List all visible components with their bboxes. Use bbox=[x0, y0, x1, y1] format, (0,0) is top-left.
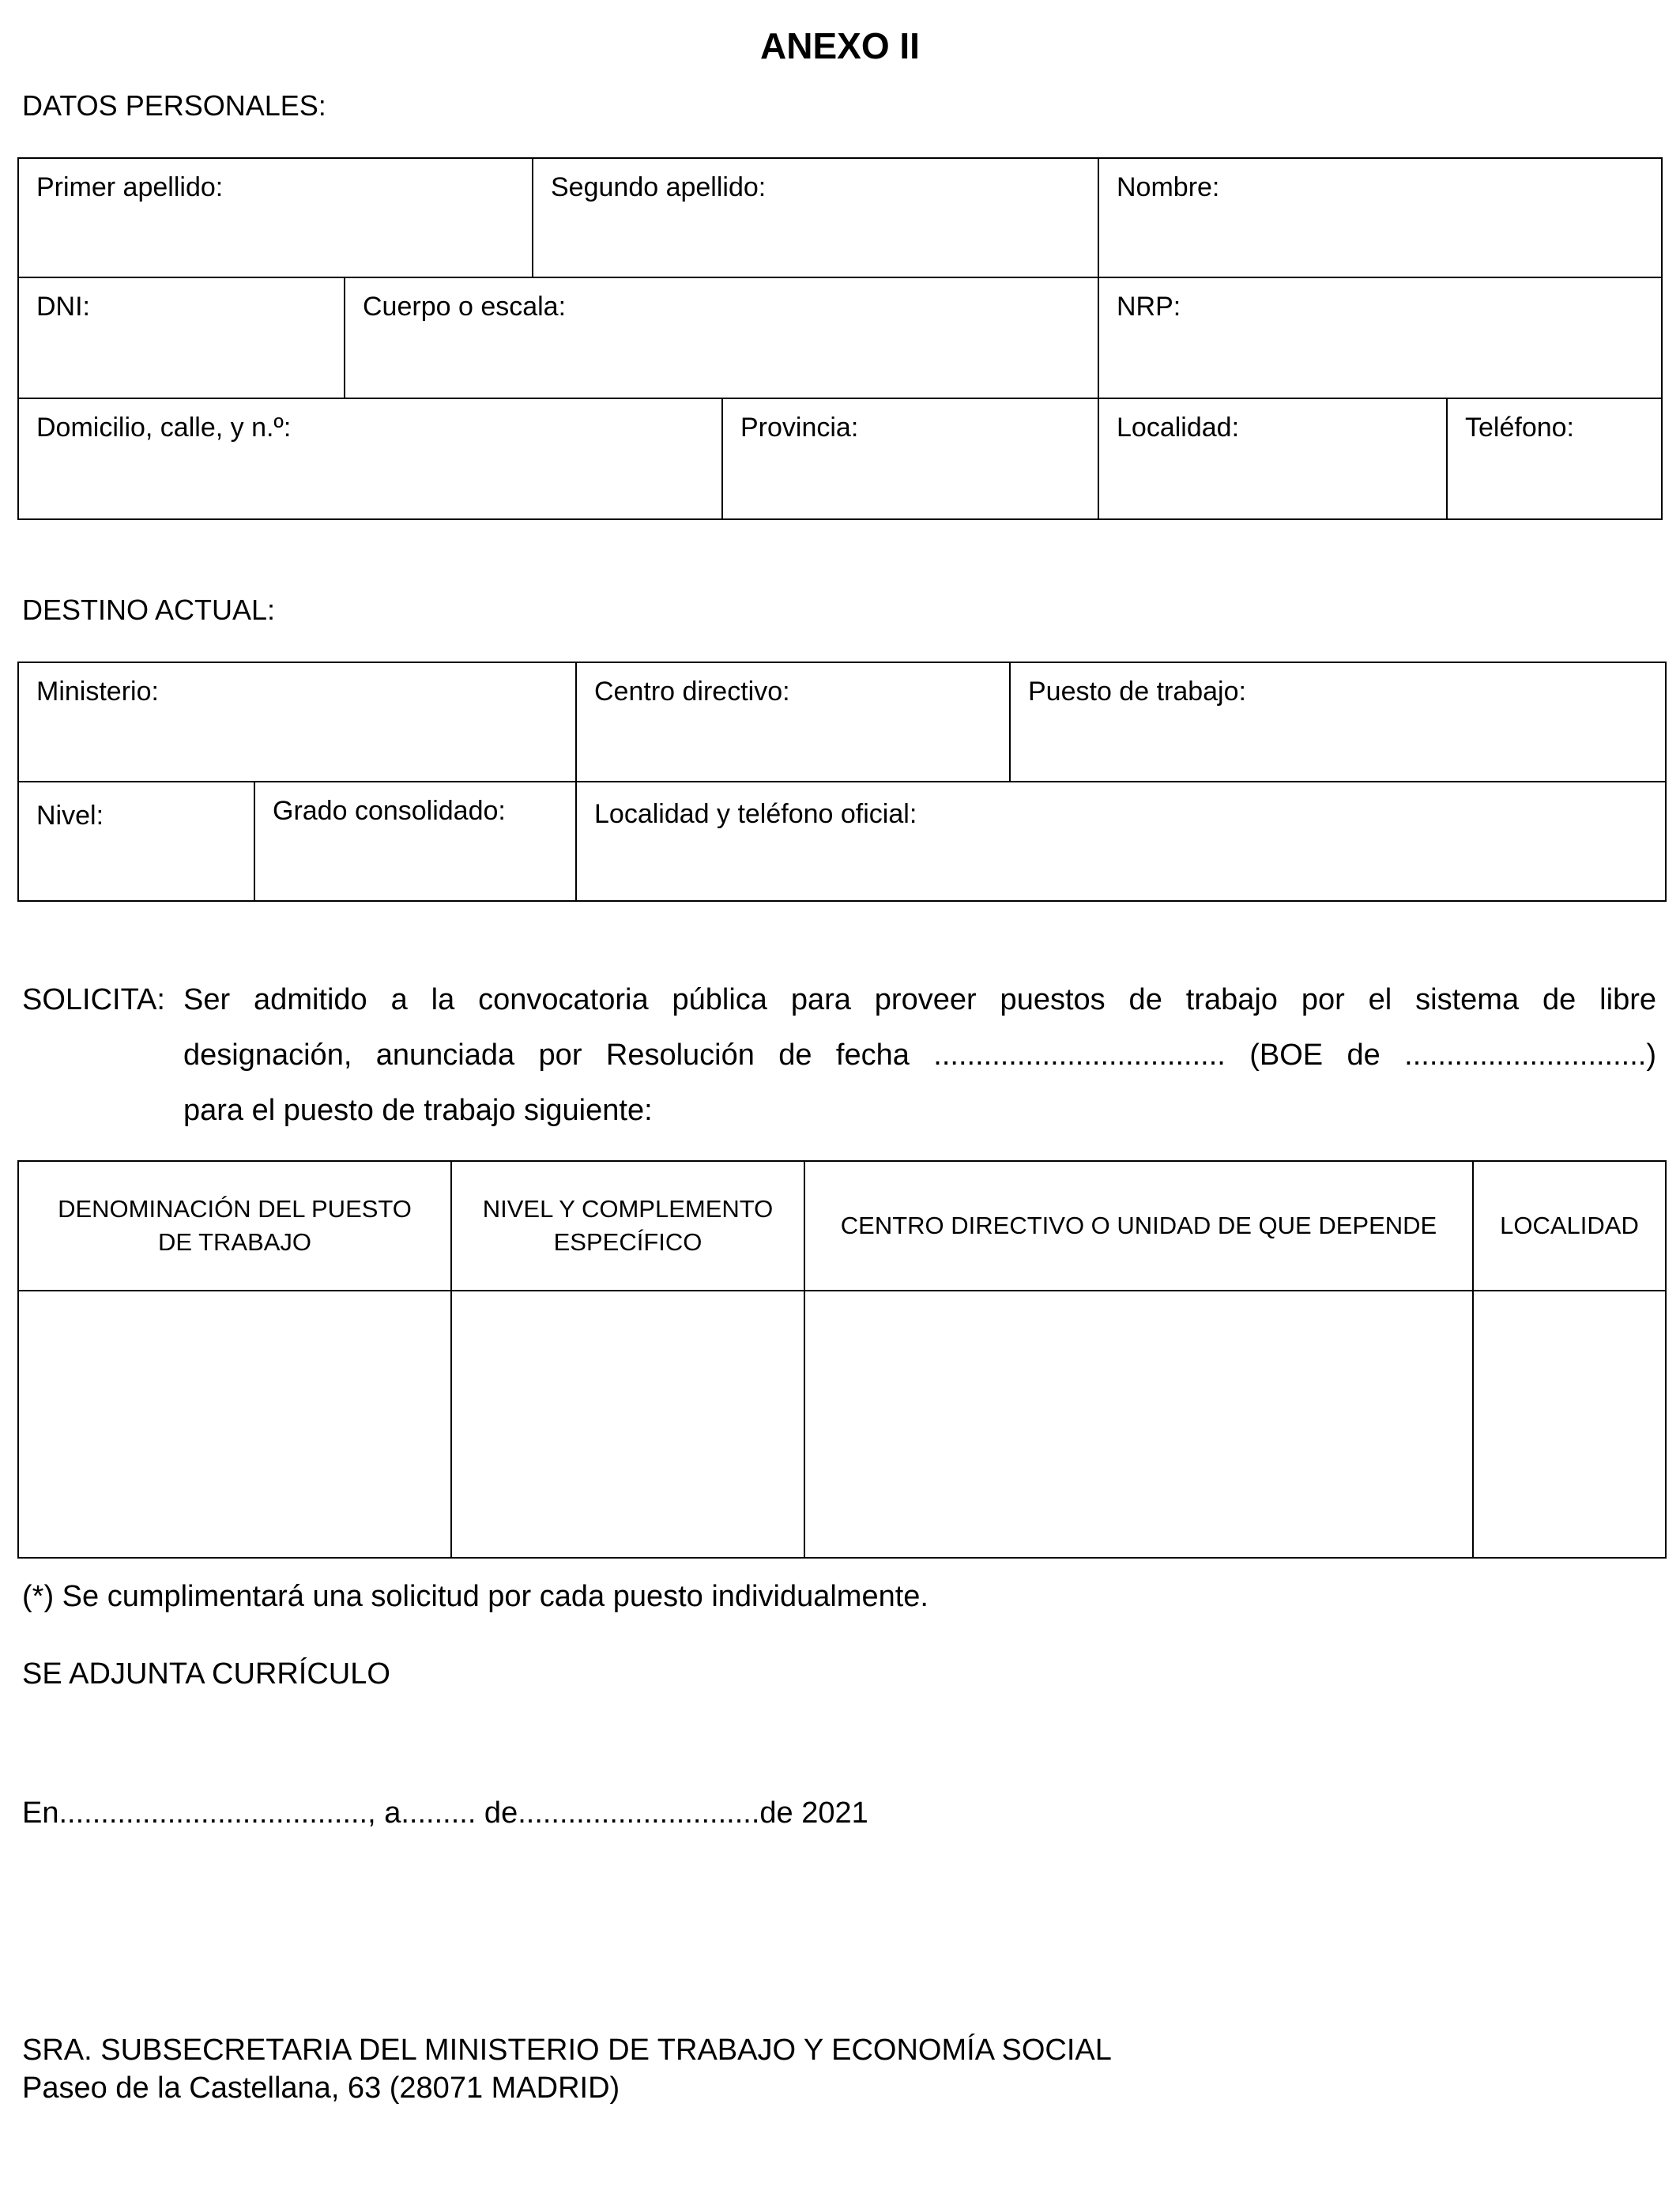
solicita-line-2: designación, anunciada por Resolución de fecha ................................... (BOE de .............................) bbox=[183, 1039, 1656, 1072]
nombre-label: Nombre: bbox=[1117, 172, 1220, 202]
adjunta-curriculo: SE ADJUNTA CURRÍCULO bbox=[22, 1657, 390, 1691]
puesto-trabajo-label: Puesto de trabajo: bbox=[1028, 677, 1246, 707]
solicita-line-3: para el puesto de trabajo siguiente: bbox=[183, 1094, 653, 1127]
ministerio-field[interactable] bbox=[17, 662, 577, 782]
grado-consolidado-field[interactable] bbox=[254, 781, 577, 902]
page-title: ANEXO II bbox=[760, 25, 920, 66]
cuerpo-escala-label: Cuerpo o escala: bbox=[363, 292, 567, 322]
table-header-denominacion: DENOMINACIÓN DEL PUESTO DE TRABAJO bbox=[17, 1160, 452, 1291]
grado-consolidado-label: Grado consolidado: bbox=[273, 796, 506, 826]
table-header-localidad: LOCALIDAD bbox=[1472, 1160, 1667, 1291]
table-cell-localidad[interactable] bbox=[1472, 1290, 1667, 1559]
nrp-field[interactable] bbox=[1098, 277, 1663, 399]
primer-apellido-label: Primer apellido: bbox=[36, 172, 224, 202]
localidad-telefono-field[interactable] bbox=[575, 781, 1667, 902]
localidad-field[interactable] bbox=[1098, 398, 1448, 520]
domicilio-label: Domicilio, calle, y n.º: bbox=[36, 413, 292, 443]
telefono-label: Teléfono: bbox=[1465, 413, 1574, 443]
table-cell-centro[interactable] bbox=[804, 1290, 1474, 1559]
solicita-line-1: Ser admitido a la convocatoria pública para proveer puestos de trabajo por el sistema de libre bbox=[183, 983, 1656, 1016]
nrp-label: NRP: bbox=[1117, 292, 1181, 322]
telefono-field[interactable] bbox=[1446, 398, 1663, 520]
nivel-label: Nivel: bbox=[36, 801, 104, 831]
personal-data-heading: DATOS PERSONALES: bbox=[22, 89, 326, 122]
domicilio-field[interactable] bbox=[17, 398, 723, 520]
localidad-telefono-label: Localidad y teléfono oficial: bbox=[594, 799, 917, 829]
fecha-line: En....................................., a......... de.............................de 2021 bbox=[22, 1796, 868, 1830]
provincia-label: Provincia: bbox=[740, 413, 859, 443]
addressee-line-1: SRA. SUBSECRETARIA DEL MINISTERIO DE TRABAJO Y ECONOMÍA SOCIAL bbox=[22, 2034, 1112, 2067]
segundo-apellido-field[interactable] bbox=[532, 157, 1099, 278]
destino-actual-heading: DESTINO ACTUAL: bbox=[22, 594, 276, 626]
table-header-centro: CENTRO DIRECTIVO O UNIDAD DE QUE DEPENDE bbox=[804, 1160, 1474, 1291]
puesto-trabajo-field[interactable] bbox=[1009, 662, 1667, 782]
cuerpo-escala-field[interactable] bbox=[344, 277, 1099, 399]
segundo-apellido-label: Segundo apellido: bbox=[551, 172, 767, 202]
note-text: (*) Se cumplimentará una solicitud por cada puesto individualmente. bbox=[22, 1580, 929, 1613]
nivel-field[interactable] bbox=[17, 781, 255, 902]
centro-directivo-label: Centro directivo: bbox=[594, 677, 790, 707]
primer-apellido-field[interactable] bbox=[17, 157, 533, 278]
dni-field[interactable] bbox=[17, 277, 345, 399]
table-cell-nivel[interactable] bbox=[450, 1290, 805, 1559]
addressee-line-2: Paseo de la Castellana, 63 (28071 MADRID) bbox=[22, 2071, 620, 2105]
dni-label: DNI: bbox=[36, 292, 90, 322]
localidad-label: Localidad: bbox=[1117, 413, 1240, 443]
table-header-nivel: NIVEL Y COMPLEMENTO ESPECÍFICO bbox=[450, 1160, 805, 1291]
solicita-label: SOLICITA: bbox=[22, 983, 165, 1016]
provincia-field[interactable] bbox=[721, 398, 1099, 520]
ministerio-label: Ministerio: bbox=[36, 677, 159, 707]
nombre-field[interactable] bbox=[1098, 157, 1663, 278]
table-cell-denominacion[interactable] bbox=[17, 1290, 452, 1559]
centro-directivo-field[interactable] bbox=[575, 662, 1011, 782]
solicita-text bbox=[183, 972, 1656, 1138]
